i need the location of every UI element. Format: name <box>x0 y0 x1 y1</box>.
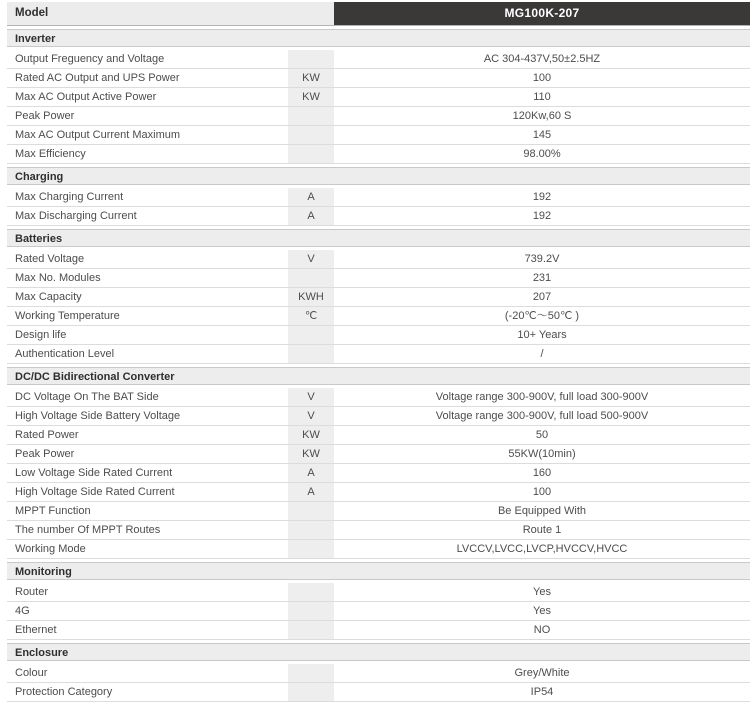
spec-row-unit <box>288 602 334 620</box>
spec-row-value: IP54 <box>530 686 554 698</box>
spec-row-unit <box>288 326 334 344</box>
spec-row-label: Max Efficiency <box>15 148 86 160</box>
spec-row-unit: A <box>288 188 334 206</box>
spec-row-value: 98.00% <box>523 148 561 160</box>
spec-row-value: 231 <box>532 272 552 284</box>
spec-row-label: MPPT Function <box>15 505 91 517</box>
spec-row <box>7 502 750 521</box>
spec-row-unit: KW <box>288 445 334 463</box>
spec-row-label: High Voltage Side Battery Voltage <box>15 410 181 422</box>
sections-container <box>7 29 750 702</box>
spec-row-label: Router <box>15 586 49 598</box>
spec-row-label: Max Capacity <box>15 291 82 303</box>
spec-row-label: Max Discharging Current <box>15 210 137 222</box>
section-rows <box>7 50 750 164</box>
spec-section <box>7 29 750 164</box>
spec-section <box>7 562 750 640</box>
spec-row-value: / <box>540 348 544 360</box>
spec-row-unit <box>288 269 334 287</box>
spec-row-unit <box>288 664 334 682</box>
spec-row-value: Grey/White <box>514 667 570 679</box>
spec-row <box>7 326 750 345</box>
model-header-row <box>7 2 750 26</box>
section-rows <box>7 388 750 559</box>
spec-row-label: Colour <box>15 667 48 679</box>
spec-row-unit <box>288 145 334 163</box>
spec-row <box>7 288 750 307</box>
spec-row-label: The number Of MPPT Routes <box>15 524 161 536</box>
spec-row-value: 55KW(10min) <box>508 448 576 460</box>
spec-row-unit: KW <box>288 88 334 106</box>
spec-row <box>7 583 750 602</box>
spec-row <box>7 388 750 407</box>
spec-row-label: Authentication Level <box>15 348 115 360</box>
spec-row <box>7 50 750 69</box>
spec-section <box>7 367 750 559</box>
spec-row <box>7 664 750 683</box>
spec-row <box>7 107 750 126</box>
spec-row-value: 100 <box>532 486 552 498</box>
spec-row-value: 10+ Years <box>517 329 567 341</box>
spec-row-label: Low Voltage Side Rated Current <box>15 467 173 479</box>
model-label: Model <box>7 2 334 25</box>
spec-row-unit: V <box>288 388 334 406</box>
section-title: Monitoring <box>7 562 750 580</box>
spec-row <box>7 540 750 559</box>
spec-row-unit: A <box>288 464 334 482</box>
spec-row-value: (-20℃～50℃ ) <box>504 310 580 322</box>
spec-row-label: Design life <box>15 329 67 341</box>
spec-row <box>7 683 750 702</box>
spec-row-label: Max AC Output Current Maximum <box>15 129 181 141</box>
spec-row-unit <box>288 540 334 558</box>
spec-row-unit <box>288 502 334 520</box>
spec-row-value: 100 <box>532 72 552 84</box>
spec-row-unit <box>288 50 334 68</box>
spec-row-label: Max AC Output Active Power <box>15 91 157 103</box>
spec-row-value: Be Equipped With <box>497 505 587 517</box>
spec-row <box>7 145 750 164</box>
spec-row-label: Max No. Modules <box>15 272 101 284</box>
spec-table <box>7 2 750 702</box>
spec-row-value: Yes <box>533 605 551 617</box>
spec-row-value: 739.2V <box>524 253 560 265</box>
spec-row-unit: V <box>288 407 334 425</box>
spec-row <box>7 602 750 621</box>
spec-row-label: Peak Power <box>15 448 75 460</box>
spec-row-unit <box>288 583 334 601</box>
spec-row <box>7 464 750 483</box>
spec-row-label: Working Mode <box>15 543 86 555</box>
section-title: Enclosure <box>7 643 750 661</box>
spec-row-value: 192 <box>532 191 552 203</box>
spec-row-value: AC 304-437V,50±2.5HZ <box>483 53 601 65</box>
spec-row-label: High Voltage Side Rated Current <box>15 486 175 498</box>
spec-row-label: Rated AC Output and UPS Power <box>15 72 180 84</box>
spec-row-value: Voltage range 300-900V, full load 500-900V <box>435 410 649 422</box>
spec-row-label: Protection Category <box>15 686 113 698</box>
spec-row-value: 110 <box>533 91 551 103</box>
section-rows <box>7 188 750 226</box>
section-title: DC/DC Bidirectional Converter <box>7 367 750 385</box>
section-title: Charging <box>7 167 750 185</box>
spec-row-value: 192 <box>532 210 552 222</box>
spec-row-value: 120Kw,60 S <box>512 110 572 122</box>
spec-row-label: Rated Power <box>15 429 79 441</box>
spec-row-value: NO <box>533 624 551 636</box>
spec-section <box>7 643 750 702</box>
section-rows <box>7 664 750 702</box>
spec-row-unit <box>288 126 334 144</box>
spec-row-unit <box>288 521 334 539</box>
spec-row <box>7 250 750 269</box>
spec-row <box>7 188 750 207</box>
spec-row-unit: KW <box>288 69 334 87</box>
spec-row-unit: V <box>288 250 334 268</box>
section-rows <box>7 250 750 364</box>
spec-row-value: 207 <box>532 291 552 303</box>
spec-row <box>7 483 750 502</box>
spec-row-label: Output Freguency and Voltage <box>15 53 165 65</box>
spec-row-value: 160 <box>532 467 552 479</box>
spec-row-unit <box>288 683 334 701</box>
spec-row <box>7 126 750 145</box>
spec-row-unit: ℃ <box>288 307 334 325</box>
spec-row-unit: KWH <box>288 288 334 306</box>
spec-section <box>7 167 750 226</box>
section-title: Batteries <box>7 229 750 247</box>
spec-row-unit <box>288 345 334 363</box>
spec-row <box>7 88 750 107</box>
spec-row-value: 145 <box>532 129 552 141</box>
spec-row <box>7 621 750 640</box>
spec-row <box>7 207 750 226</box>
section-rows <box>7 583 750 640</box>
spec-row <box>7 269 750 288</box>
spec-row-label: Working Temperature <box>15 310 120 322</box>
spec-row-unit: A <box>288 483 334 501</box>
spec-row-label: DC Voltage On The BAT Side <box>15 391 159 403</box>
section-title: Inverter <box>7 29 750 47</box>
spec-row-value: Route 1 <box>522 524 562 536</box>
spec-row-value: Voltage range 300-900V, full load 300-900V <box>435 391 649 403</box>
spec-row-label: Ethernet <box>15 624 57 636</box>
spec-row-unit <box>288 621 334 639</box>
spec-row-value: 50 <box>535 429 549 441</box>
spec-section <box>7 229 750 364</box>
spec-row-label: Max Charging Current <box>15 191 124 203</box>
spec-row-label: 4G <box>15 605 30 617</box>
spec-row <box>7 307 750 326</box>
spec-row-label: Peak Power <box>15 110 75 122</box>
spec-row <box>7 407 750 426</box>
spec-row-unit: A <box>288 207 334 225</box>
spec-row <box>7 445 750 464</box>
spec-row <box>7 426 750 445</box>
spec-row-unit: KW <box>288 426 334 444</box>
spec-row-value: Yes <box>533 586 551 598</box>
model-value: MG100K-207 <box>334 2 750 25</box>
spec-row-unit <box>288 107 334 125</box>
spec-row <box>7 521 750 540</box>
spec-row-value: LVCCV,LVCC,LVCP,HVCCV,HVCC <box>456 543 628 555</box>
spec-row-label: Rated Voltage <box>15 253 85 265</box>
spec-row <box>7 69 750 88</box>
spec-row <box>7 345 750 364</box>
